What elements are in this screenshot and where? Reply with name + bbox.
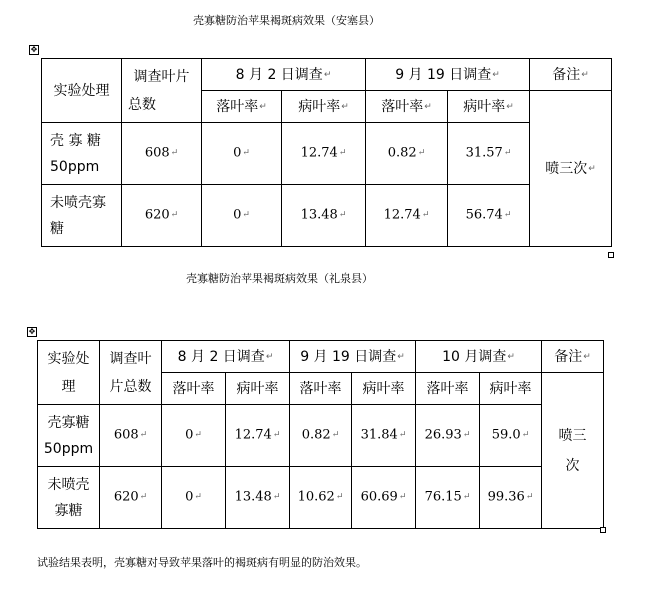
cell-value: 13.48↵ xyxy=(226,467,290,529)
cell-value: 0↵ xyxy=(202,185,282,247)
leaf-count: 620↵ xyxy=(122,185,202,247)
header-survey1: 8 月 2 日调查↵ xyxy=(202,59,366,91)
header-disease-rate: 病叶率 xyxy=(352,373,416,405)
cell-value: 12.74↵ xyxy=(282,123,366,185)
table-row xyxy=(38,405,604,467)
table-resize-handle[interactable] xyxy=(600,527,606,533)
header-fall-rate: 落叶率 xyxy=(290,373,352,405)
cell-value: 12.74↵ xyxy=(366,185,448,247)
cell-value: 10.62↵ xyxy=(290,467,352,529)
leaf-count: 620↵ xyxy=(100,467,162,529)
header-treatment: 实验处 理 xyxy=(38,341,100,405)
cell-value: 26.93↵ xyxy=(416,405,480,467)
cell-value: 31.57↵ xyxy=(448,123,530,185)
table-resize-handle[interactable] xyxy=(608,252,614,258)
conclusion-text: 试验结果表明，壳寡糖对导致苹果落叶的褐斑病有明显的防治效果。 xyxy=(37,556,367,569)
header-fall-rate: 落叶率 xyxy=(416,373,480,405)
cell-value: 0.82↵ xyxy=(366,123,448,185)
header-fall-rate: 落叶率 xyxy=(162,373,226,405)
header-leaf-count: 调查叶片 总数 xyxy=(122,59,202,123)
cell-value: 76.15↵ xyxy=(416,467,480,529)
header-remark: 备注↵ xyxy=(542,341,604,373)
table2 xyxy=(37,340,604,529)
cell-value: 0↵ xyxy=(202,123,282,185)
table1-title: 壳寡糖防治苹果褐斑病效果（安塞县） xyxy=(193,14,380,27)
cell-value: 0↵ xyxy=(162,467,226,529)
table1 xyxy=(41,58,612,247)
cell-value: 12.74↵ xyxy=(226,405,290,467)
table-row xyxy=(42,185,612,247)
cell-value: 13.48↵ xyxy=(282,185,366,247)
header-survey2: 9 月 19 日调查↵ xyxy=(366,59,530,91)
cell-value: 0.82↵ xyxy=(290,405,352,467)
treatment-name: 壳寡糖 50ppm xyxy=(38,405,100,467)
header-leaf-count: 调查叶 片总数 xyxy=(100,341,162,405)
header-fall-rate: 落叶率↵ xyxy=(202,91,282,123)
header-survey2: 9 月 19 日调查↵ xyxy=(290,341,416,373)
treatment-name: 未喷壳寡 糖 xyxy=(42,185,122,247)
table-move-handle-icon[interactable]: ✥ xyxy=(30,45,38,54)
cell-value: 0↵ xyxy=(162,405,226,467)
table2-title: 壳寡糖防治苹果褐斑病效果（礼泉县） xyxy=(186,272,373,285)
remark-cell: 喷三 次 xyxy=(542,373,604,529)
header-survey3: 10 月调查↵ xyxy=(416,341,542,373)
treatment-name: 壳 寡 糖 50ppm xyxy=(42,123,122,185)
cell-value: 60.69↵ xyxy=(352,467,416,529)
table-move-handle-icon[interactable]: ✥ xyxy=(28,327,36,336)
header-remark: 备注↵ xyxy=(530,59,612,91)
cell-value: 59.0↵ xyxy=(480,405,542,467)
header-disease-rate: 病叶率 xyxy=(480,373,542,405)
leaf-count: 608↵ xyxy=(122,123,202,185)
cell-value: 56.74↵ xyxy=(448,185,530,247)
header-disease-rate: 病叶率 xyxy=(226,373,290,405)
cell-value: 31.84↵ xyxy=(352,405,416,467)
header-survey1: 8 月 2 日调查↵ xyxy=(162,341,290,373)
cell-value: 99.36↵ xyxy=(480,467,542,529)
table-row xyxy=(38,467,604,529)
remark-cell: 喷三次↵ xyxy=(530,91,612,247)
header-fall-rate: 落叶率↵ xyxy=(366,91,448,123)
table-row xyxy=(42,123,612,185)
header-treatment: 实验处理 xyxy=(42,59,122,123)
leaf-count: 608↵ xyxy=(100,405,162,467)
treatment-name: 未喷壳 寡糖 xyxy=(38,467,100,529)
header-disease-rate: 病叶率↵ xyxy=(448,91,530,123)
header-disease-rate: 病叶率↵ xyxy=(282,91,366,123)
